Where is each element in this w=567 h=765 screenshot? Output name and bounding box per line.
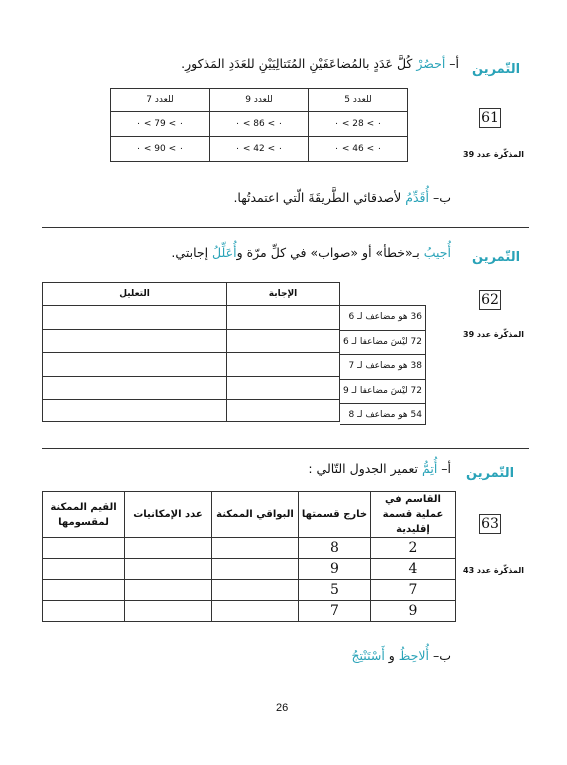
reason-cell[interactable] [43,329,227,353]
remainders-cell[interactable] [212,601,299,622]
dividends-cell[interactable] [43,559,125,580]
ex61-cell[interactable]: ٠ > 46 > ٠ [309,137,408,162]
ex61-label: التّمرين [472,62,521,77]
dividends-cell[interactable] [43,580,125,601]
ex63-header: خارج قسمتها [299,492,371,538]
ex62-label: التّمرين [472,250,521,265]
ex61-header: للعدد 7 [111,89,210,112]
count-cell[interactable] [125,601,212,622]
divider [42,448,529,449]
divisor-cell: 4 [371,559,456,580]
ex62-statements [340,305,426,425]
answer-cell[interactable] [227,353,340,377]
divisor-cell: 9 [371,601,456,622]
ex61-cell[interactable]: ٠ > 90 > ٠ [111,137,210,162]
ex62-table [42,282,340,422]
reason-cell[interactable] [43,353,227,377]
ex63-instruction: أ– أُتِمُّ تعمير الجدول التّالي : [308,461,451,476]
ex61-cell[interactable]: ٠ > 86 > ٠ [210,112,309,137]
ex63-ref: المذكّرة عدد 43 [463,566,524,575]
reason-cell[interactable] [43,306,227,330]
answer-cell[interactable] [227,306,340,330]
divisor-cell: 7 [371,580,456,601]
answer-header: الإجابة [227,283,340,306]
statement-item: 38 هو مضاعف لـ 7 [340,355,425,380]
ex61-verb: أحصُرْ [416,56,446,71]
ex62-number: 62 [479,290,501,310]
ex63-header: عدد الإمكانيات [125,492,212,538]
divisor-cell: 2 [371,538,456,559]
count-cell[interactable] [125,580,212,601]
reason-cell[interactable] [43,400,227,422]
ex63-table [42,491,456,622]
ex63-label: التّمرين [466,466,515,481]
ex61-instruction: أ– أحصُرْ كُلَّ عَدَدٍ بالمُضاعَفَيْنِ المُتَتالِيَيْنِ للعَدَدِ المَذكورِ. [181,56,459,71]
ex61-cell[interactable]: ٠ > 28 > ٠ [309,112,408,137]
statement-item: 54 هو مضاعف لـ 8 [348,410,422,421]
quotient-cell: 5 [299,580,371,601]
dividends-cell[interactable] [43,601,125,622]
quotient-cell: 8 [299,538,371,559]
reason-header: التعليل [43,283,227,306]
divider [42,227,529,228]
count-cell[interactable] [125,538,212,559]
remainders-cell[interactable] [212,538,299,559]
ex62-ref: المذكّرة عدد 39 [463,330,524,339]
remainders-cell[interactable] [212,580,299,601]
answer-cell[interactable] [227,376,340,400]
ex61-header: للعدد 5 [309,89,408,112]
ex63-header: البواقي الممكنة [212,492,299,538]
quotient-cell: 7 [299,601,371,622]
ex63-header: القيم الممكنة لمقسومها [43,492,125,538]
ex61-ref: المذكّرة عدد 39 [463,150,524,159]
reason-cell[interactable] [43,376,227,400]
ex61-number: 61 [479,108,501,128]
remainders-cell[interactable] [212,559,299,580]
count-cell[interactable] [125,559,212,580]
ex61-header: للعدد 9 [210,89,309,112]
page-number: 26 [276,702,289,714]
ex61-part-b: ب– أُقَدِّمُ لأصدقائي الطَّريقَةَ الّتي اعتمدتُها. [233,190,451,205]
answer-cell[interactable] [227,329,340,353]
statement-item: 36 هو مضاعف لـ 6 [340,306,425,331]
dividends-cell[interactable] [43,538,125,559]
statement-item: 72 ليْسَ مضاعفا لـ 6 [340,331,425,356]
ex61-cell[interactable]: ٠ > 79 > ٠ [111,112,210,137]
ex61-table [110,88,408,162]
ex63-number: 63 [479,514,501,534]
quotient-cell: 9 [299,559,371,580]
answer-cell[interactable] [227,400,340,422]
ex63-header: القاسم في عملية قسمة إقليدية [371,492,456,538]
ex61-cell[interactable]: ٠ > 42 > ٠ [210,137,309,162]
statement-item: 72 ليْسَ مضاعفا لـ 9 [340,380,425,405]
ex62-instruction: أُجيبُ بـ«خطأ» أو «صواب» في كلِّ مرّة وأُعَلِّلُ إجابتي. [171,245,451,260]
ex63-part-b: ب– أُلاحِظُ و أَسْتَنْتِجُ [351,648,451,663]
